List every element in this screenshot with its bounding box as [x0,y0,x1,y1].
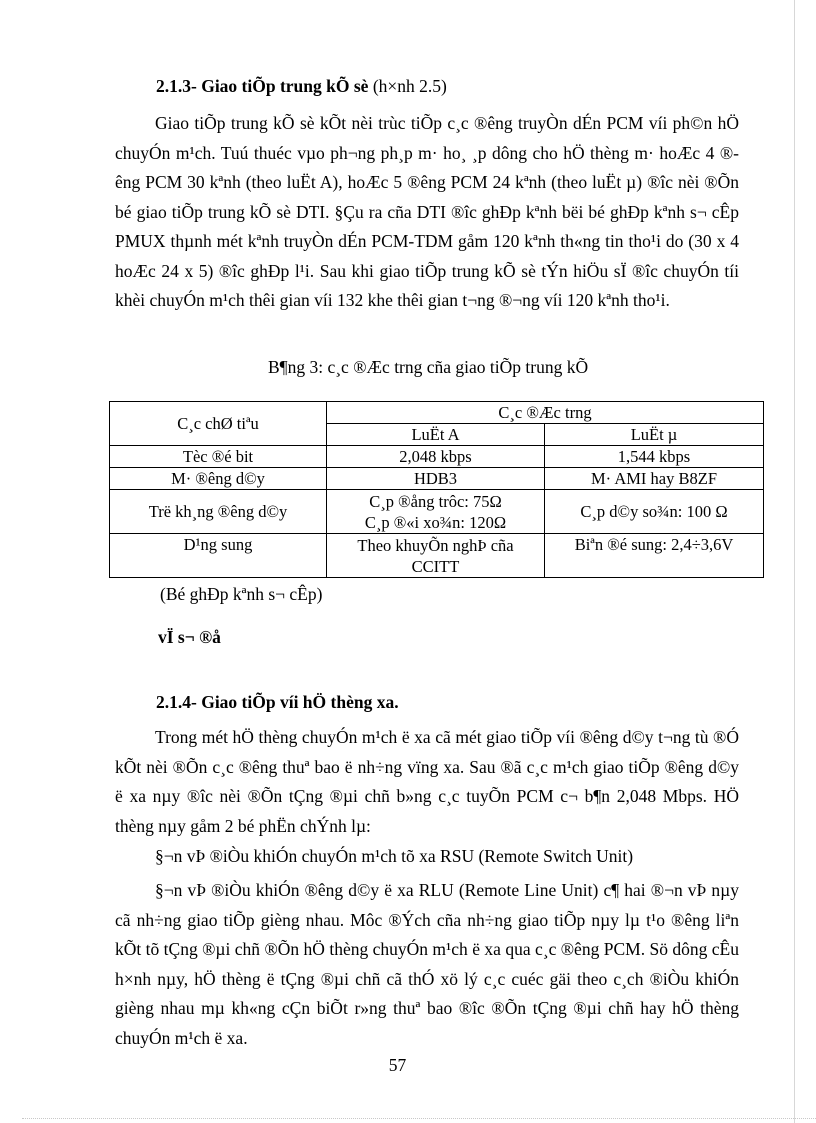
table-row [110,468,764,490]
table-row [110,446,764,468]
row-label: D¹ng sung [110,534,327,578]
header-features: C¸c ®Æc trng [327,402,764,424]
section-heading-2-1-3 [156,76,447,97]
section-number: 2.1.3- [156,76,197,96]
header-law-a: LuËt A [327,424,545,446]
law-a-value: C¸p ®ång trôc: 75Ω [369,491,502,511]
table-row [110,490,764,534]
table-row [110,534,764,578]
section-title: Giao tiÕp víi hÖ thèng xa. [201,692,399,712]
page-number: 57 [388,1055,407,1075]
law-a-value-multiline [327,490,545,534]
paragraph-trunk-interface: Giao tiÕp trung kÕ sè kÕt nèi trùc tiÕp c¸c ®êng truyÒn dÉn PCM víi ph©n hÖ chuyÓn m¹ch. Tuú thuéc vµo ph¬ng ph¸p m· ho¸ ¸p dông cho hÖ thèng m· hoÆc 4 ®êng PCM 30 kªnh (theo luËt A), hoÆc 5 ®êng PCM 24 kªnh (theo luËt µ) ®îc nèi ®Õn bé giao tiÕp trung kÕ sè DTI. §Çu ra cña DTI ®îc ghÐp kªnh bëi bé ghÐp kªnh s¬ cÊp PMUX thµnh mét kªnh truyÒn dÉn PCM-TDM gåm 120 kªnh th«ng tin tho¹i do (30 x 4 hoÆc 24 x 5) ®îc ghÐp l¹i. Sau khi giao tiÕp trung kÕ sè tÝn hiÖu sÏ ®îc chuyÓn tíi khèi chuyÓn m¹ch thêi gian víi 132 khe thêi gian t¬ng ®¬ng víi 120 kªnh tho¹i. [115,113,739,310]
law-a-value: Theo khuyÕn nghÞ cña [357,535,514,555]
paragraph-remote-system: Trong mét hÖ thèng chuyÓn m¹ch ë xa cã mét giao tiÕp víi ®êng d©y t¬ng tù ®Ó kÕt nèi ®Õn c¸c ®êng thuª bao ë nh÷ng vïng xa. Sau ®ã c¸c m¹ch giao tiÕp ®êng d©y ë xa nµy ®îc nèi ®Õn tÇng ®µi chñ b»ng c¸c tuyÕn PCM c¬ b¶n 2,048 Mbps. HÖ thèng nµy gåm 2 bé phËn chÝnh lµ: [115,727,739,836]
trunk-spec-table [109,401,764,578]
section-title: Giao tiÕp trung kÕ sè [201,76,369,96]
paragraph-rsu: §¬n vÞ ®iÒu khiÓn chuyÓn m¹ch tõ xa RSU (Remote Switch Unit) [155,846,634,866]
law-mu-value: C¸p d©y so¾n: 100 Ω [545,490,764,534]
note-multiplexer: (Bé ghÐp kªnh s¬ cÊp) [160,584,323,604]
law-a-value: 2,048 kbps [327,446,545,468]
section-heading-2-1-4 [156,692,399,713]
law-mu-value: M· AMI hay B8ZF [545,468,764,490]
bottom-divider [22,1118,816,1119]
law-a-value-line2: C¸p ®«i xo¾n: 120Ω [364,512,507,532]
law-a-value: HDB3 [327,468,545,490]
header-law-mu: LuËt µ [545,424,764,446]
figure-reference: (h×nh 2.5) [372,76,447,96]
row-label: Trë kh¸ng ®êng d©y [110,490,327,534]
paragraph-rlu: §¬n vÞ ®iÒu khiÓn ®êng d©y ë xa RLU (Remote Line Unit) c¶ hai ®¬n vÞ nµy cã nh÷ng giao tiÕp gièng nhau. Môc ®Ých cña nh÷ng giao tiÕp nµy lµ t¹o ®êng liªn kÕt tõ tÇng ®µi chñ ®Õn hÖ thèng chuyÓn m¹ch ë xa qua c¸c ®êng PCM. Sö dông cÊu h×nh nµy, hÖ thèng ë tÇng ®µi chñ cã thÓ xö lý c¸c cuéc gäi theo c¸ch ®iÒu khiÓn gièng nhau mµ kh«ng cÇn biÕt r»ng thuª bao ®îc ®Õn tÇng ®µi chñ hay hÖ thèng chuyÓn m¹ch ë xa. [115,880,739,1048]
row-label: M· ®êng d©y [110,468,327,490]
row-label: Tèc ®é bit [110,446,327,468]
law-mu-value: 1,544 kbps [545,446,764,468]
law-mu-value: Biªn ®é sung: 2,4÷3,6V [545,534,764,578]
table-caption: B¶ng 3: c¸c ®Æc trng cña giao tiÕp trung kÕ [268,357,589,377]
law-a-value-line2: CCITT [411,556,460,576]
header-criteria: C¸c chØ tiªu [110,402,327,446]
law-a-value-multiline [327,534,545,578]
section-number: 2.1.4- [156,692,197,712]
note-draw-diagram: vÏ s¬ ®å [158,627,221,647]
